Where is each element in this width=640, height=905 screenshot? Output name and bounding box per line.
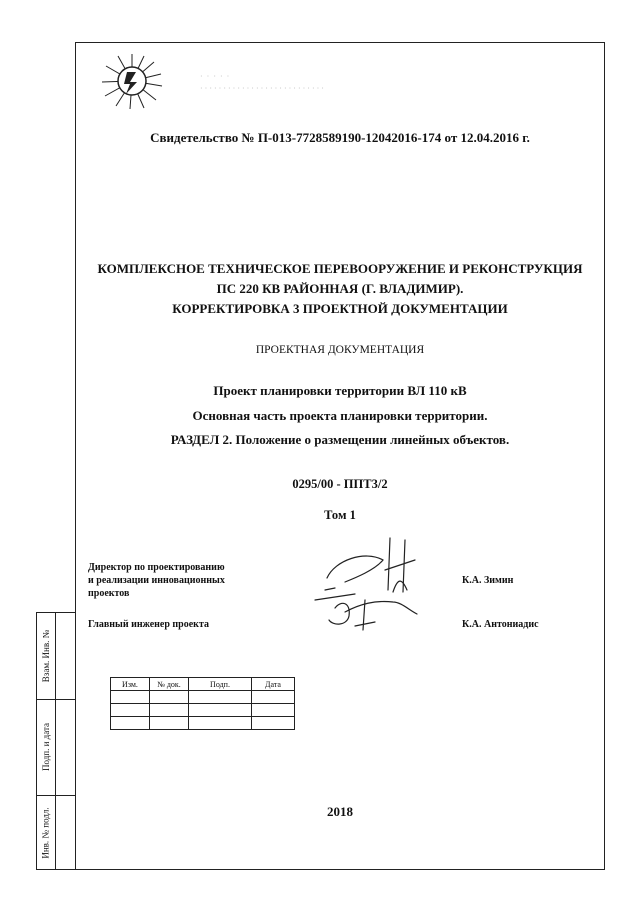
subtitle-line-3: РАЗДЕЛ 2. Положение о размещении линейных объектов. bbox=[170, 432, 510, 447]
side-label-vzam: Взам. Инв. № bbox=[41, 629, 51, 683]
document-year: 2018 bbox=[327, 804, 353, 819]
certificate-line: Свидетельство № П-013-7728589190-12042016-174 от 12.04.2016 г. bbox=[150, 130, 530, 145]
revision-stamp-table bbox=[110, 677, 295, 730]
stamp-header-date: Дата bbox=[252, 678, 295, 691]
side-approval-strip bbox=[36, 612, 76, 870]
side-label-podp: Подп. и дата bbox=[41, 722, 51, 772]
handwritten-signatures bbox=[305, 530, 445, 640]
document-type: ПРОЕКТНАЯ ДОКУМЕНТАЦИЯ bbox=[255, 344, 425, 356]
subtitle-line-1: Проект планировки территории ВЛ 110 кВ bbox=[213, 383, 467, 398]
stamp-header-podp: Подп. bbox=[189, 678, 252, 691]
title-line-2: ПС 220 КВ РАЙОННАЯ (Г. ВЛАДИМИР). bbox=[216, 281, 464, 296]
stamp-header-doc: № док. bbox=[150, 678, 189, 691]
logo-caption-faded-2: · · · · · · · · · · · · · · · · · · · · · · · · · · · bbox=[200, 84, 324, 93]
title-line-3: КОРРЕКТИРОВКА 3 ПРОЕКТНОЙ ДОКУМЕНТАЦИИ bbox=[172, 301, 508, 316]
side-label-inv: Инв. № подл. bbox=[41, 807, 51, 859]
stamp-header-izm: Изм. bbox=[111, 678, 150, 691]
director-name: К.А. Зимин bbox=[462, 575, 514, 586]
volume-label: Том 1 bbox=[324, 508, 356, 522]
company-logo-icon bbox=[100, 52, 164, 110]
chief-engineer-role: Главный инженер проекта bbox=[88, 619, 209, 630]
page-frame bbox=[75, 42, 605, 870]
chief-engineer-name: К.А. Антониадис bbox=[462, 619, 539, 630]
title-line-1: КОМПЛЕКСНОЕ ТЕХНИЧЕСКОЕ ПЕРЕВООРУЖЕНИЕ И РЕКОНСТРУКЦИЯ bbox=[97, 261, 583, 276]
logo-caption-faded: · · · · · bbox=[200, 72, 231, 81]
director-role: Директор по проектированию и реализации инновационных проектов bbox=[88, 562, 225, 599]
subtitle-line-2: Основная часть проекта планировки территории. bbox=[192, 408, 488, 423]
document-code: 0295/00 - ППТ3/2 bbox=[292, 477, 388, 491]
